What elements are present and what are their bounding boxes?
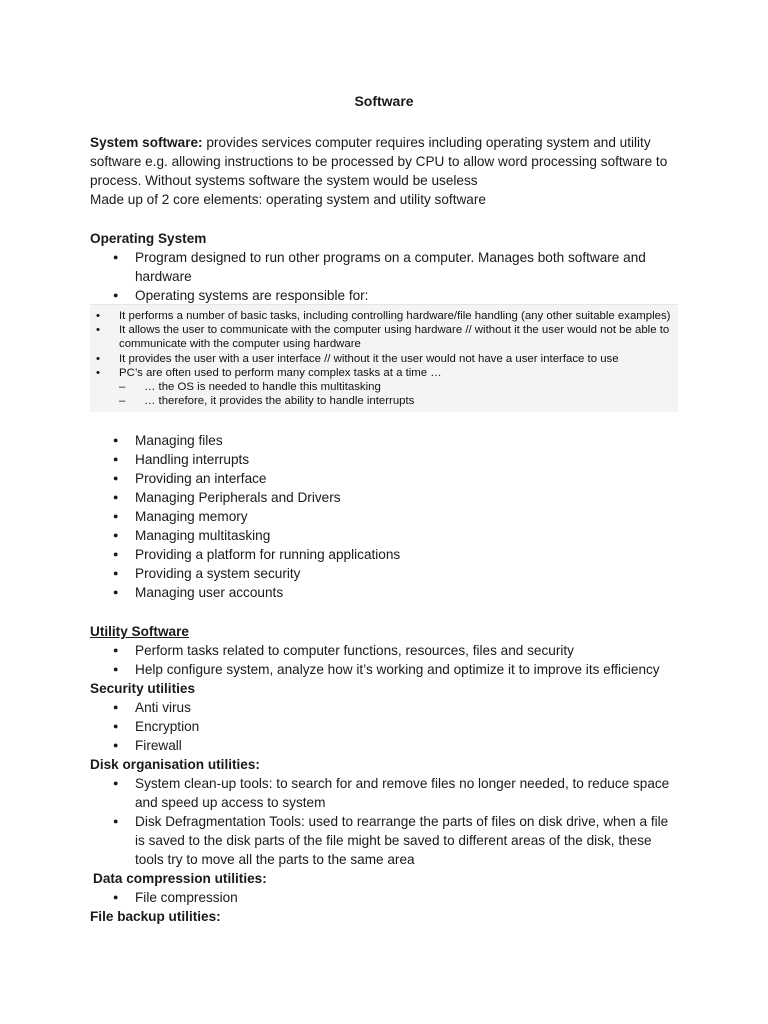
core-elements-line: Made up of 2 core elements: operating system and utility software bbox=[90, 192, 486, 207]
security-utilities-heading: Security utilities bbox=[90, 681, 196, 696]
system-software-text: provides services computer requires including operating system and utility software e.g. allowing instructions to be processed by CPU to allow word processing software to process. Without systems software the system would be useless bbox=[90, 135, 668, 188]
page-title: Software bbox=[354, 93, 414, 109]
snippet-row: • It allows the user to communicate with the computer using hardware // without it the user would not be able to bbox=[96, 324, 670, 337]
operating-system-bullets bbox=[90, 248, 680, 305]
list-item: ● Anti virus bbox=[90, 698, 690, 717]
list-item: ● Managing multitasking bbox=[90, 526, 690, 545]
snippet-row: – … the OS is needed to handle this multitasking bbox=[119, 381, 381, 394]
list-item: ● Encryption bbox=[90, 717, 690, 736]
disk-organisation-heading: Disk organisation utilities: bbox=[90, 757, 260, 772]
system-software-section bbox=[90, 133, 680, 209]
mark-scheme-snippet bbox=[90, 304, 678, 412]
list-item: ● Providing a system security bbox=[90, 564, 690, 583]
file-backup-heading: File backup utilities: bbox=[90, 909, 221, 924]
list-item: ● Managing user accounts bbox=[90, 583, 690, 602]
list-item: ● Managing Peripherals and Drivers bbox=[90, 488, 690, 507]
snippet-row: • It provides the user with a user interface // without it the user would not have a user interface to use bbox=[96, 352, 619, 365]
list-item: ● Help configure system, analyze how it’s working and optimize it to improve its efficiency bbox=[90, 660, 690, 679]
system-software-label: System software: bbox=[90, 135, 203, 150]
os-tasks-list bbox=[90, 431, 690, 602]
list-item: ● System clean-up tools: to search for and remove files no longer needed, to reduce space and speed up access to system bbox=[90, 774, 680, 812]
utility-software-bullets bbox=[90, 641, 690, 679]
system-software-paragraph bbox=[90, 133, 680, 190]
list-item: ● Providing a platform for running applications bbox=[90, 545, 690, 564]
list-item: ● File compression bbox=[90, 888, 690, 907]
snippet-row: • It performs a number of basic tasks, including controlling hardware/file handling (any other suitable examples) bbox=[96, 310, 671, 322]
list-item: ● Managing files bbox=[90, 431, 690, 450]
list-item: ● Perform tasks related to computer functions, resources, files and security bbox=[90, 641, 690, 660]
list-item: ● Operating systems are responsible for: bbox=[90, 286, 680, 305]
snippet-row: • PC’s are often used to perform many complex tasks at a time … bbox=[96, 366, 442, 379]
list-item: ● Firewall bbox=[90, 736, 690, 755]
utility-software-heading: Utility Software bbox=[90, 624, 189, 639]
utility-software-section bbox=[90, 622, 690, 926]
snippet-row: – … therefore, it provides the ability to handle interrupts bbox=[119, 395, 415, 408]
security-utilities-list bbox=[90, 698, 690, 755]
snippet-row: communicate with the computer using hardware bbox=[119, 338, 361, 351]
operating-system-heading: Operating System bbox=[90, 231, 207, 246]
list-item: ● Managing memory bbox=[90, 507, 690, 526]
list-item: ● Program designed to run other programs on a computer. Manages both software and hardware bbox=[90, 248, 680, 286]
disk-organisation-list bbox=[90, 774, 680, 869]
os-tasks-section bbox=[90, 431, 690, 602]
list-item: ● Handling interrupts bbox=[90, 450, 690, 469]
list-item: ● Providing an interface bbox=[90, 469, 690, 488]
list-item: ● Disk Defragmentation Tools: used to rearrange the parts of files on disk drive, when a file is saved to the disk parts of the file might be saved to different areas of the disk, these tools try to move all the parts to the same area bbox=[90, 812, 680, 869]
data-compression-heading: Data compression utilities: bbox=[93, 871, 267, 886]
operating-system-section bbox=[90, 229, 680, 305]
data-compression-list bbox=[90, 888, 690, 907]
